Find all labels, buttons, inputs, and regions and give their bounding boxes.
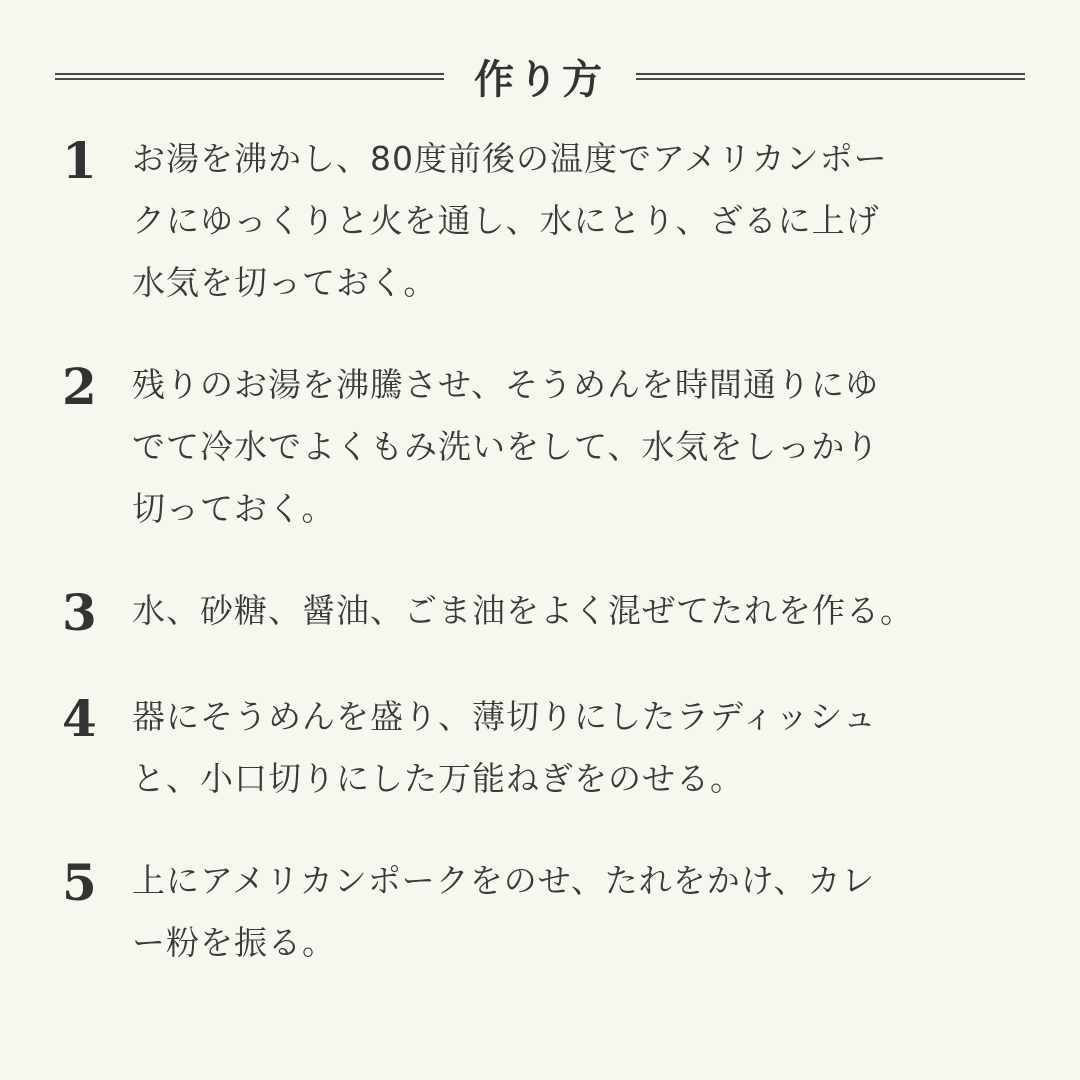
step-number: 5 bbox=[62, 853, 97, 912]
section-header bbox=[55, 44, 1025, 108]
step-text: お湯を沸かし、80度前後の温度でアメリカンポー クにゆっくりと火を通し、水にとり、ざるに上げ 水気を切っておく。 bbox=[132, 139, 888, 302]
header-rule-right bbox=[636, 73, 1025, 80]
step-text: 残りのお湯を沸騰させ、そうめんを時間通りにゆ でて冷水でよくもみ洗いをして、水気をしっかり 切っておく。 bbox=[132, 365, 880, 528]
step-text: 水、砂糖、醤油、ごま油をよく混ぜてたれを作る。 bbox=[132, 591, 914, 630]
steps-list bbox=[62, 128, 1022, 1014]
step-number: 3 bbox=[62, 583, 97, 642]
step-text: 器にそうめんを盛り、薄切りにしたラディッシュ と、小口切りにした万能ねぎをのせる。 bbox=[132, 697, 877, 798]
step-item bbox=[62, 850, 1022, 974]
step-item bbox=[62, 128, 1022, 314]
step-number: 1 bbox=[62, 131, 97, 190]
step-number: 4 bbox=[62, 689, 97, 748]
step-text: 上にアメリカンポークをのせ、たれをかけ、カレ ー粉を振る。 bbox=[132, 861, 876, 962]
step-item bbox=[62, 686, 1022, 810]
step-item bbox=[62, 580, 1022, 646]
page-title: 作り方 bbox=[474, 56, 606, 103]
header-rule-left bbox=[55, 73, 444, 80]
step-number: 2 bbox=[62, 357, 97, 416]
step-item bbox=[62, 354, 1022, 540]
